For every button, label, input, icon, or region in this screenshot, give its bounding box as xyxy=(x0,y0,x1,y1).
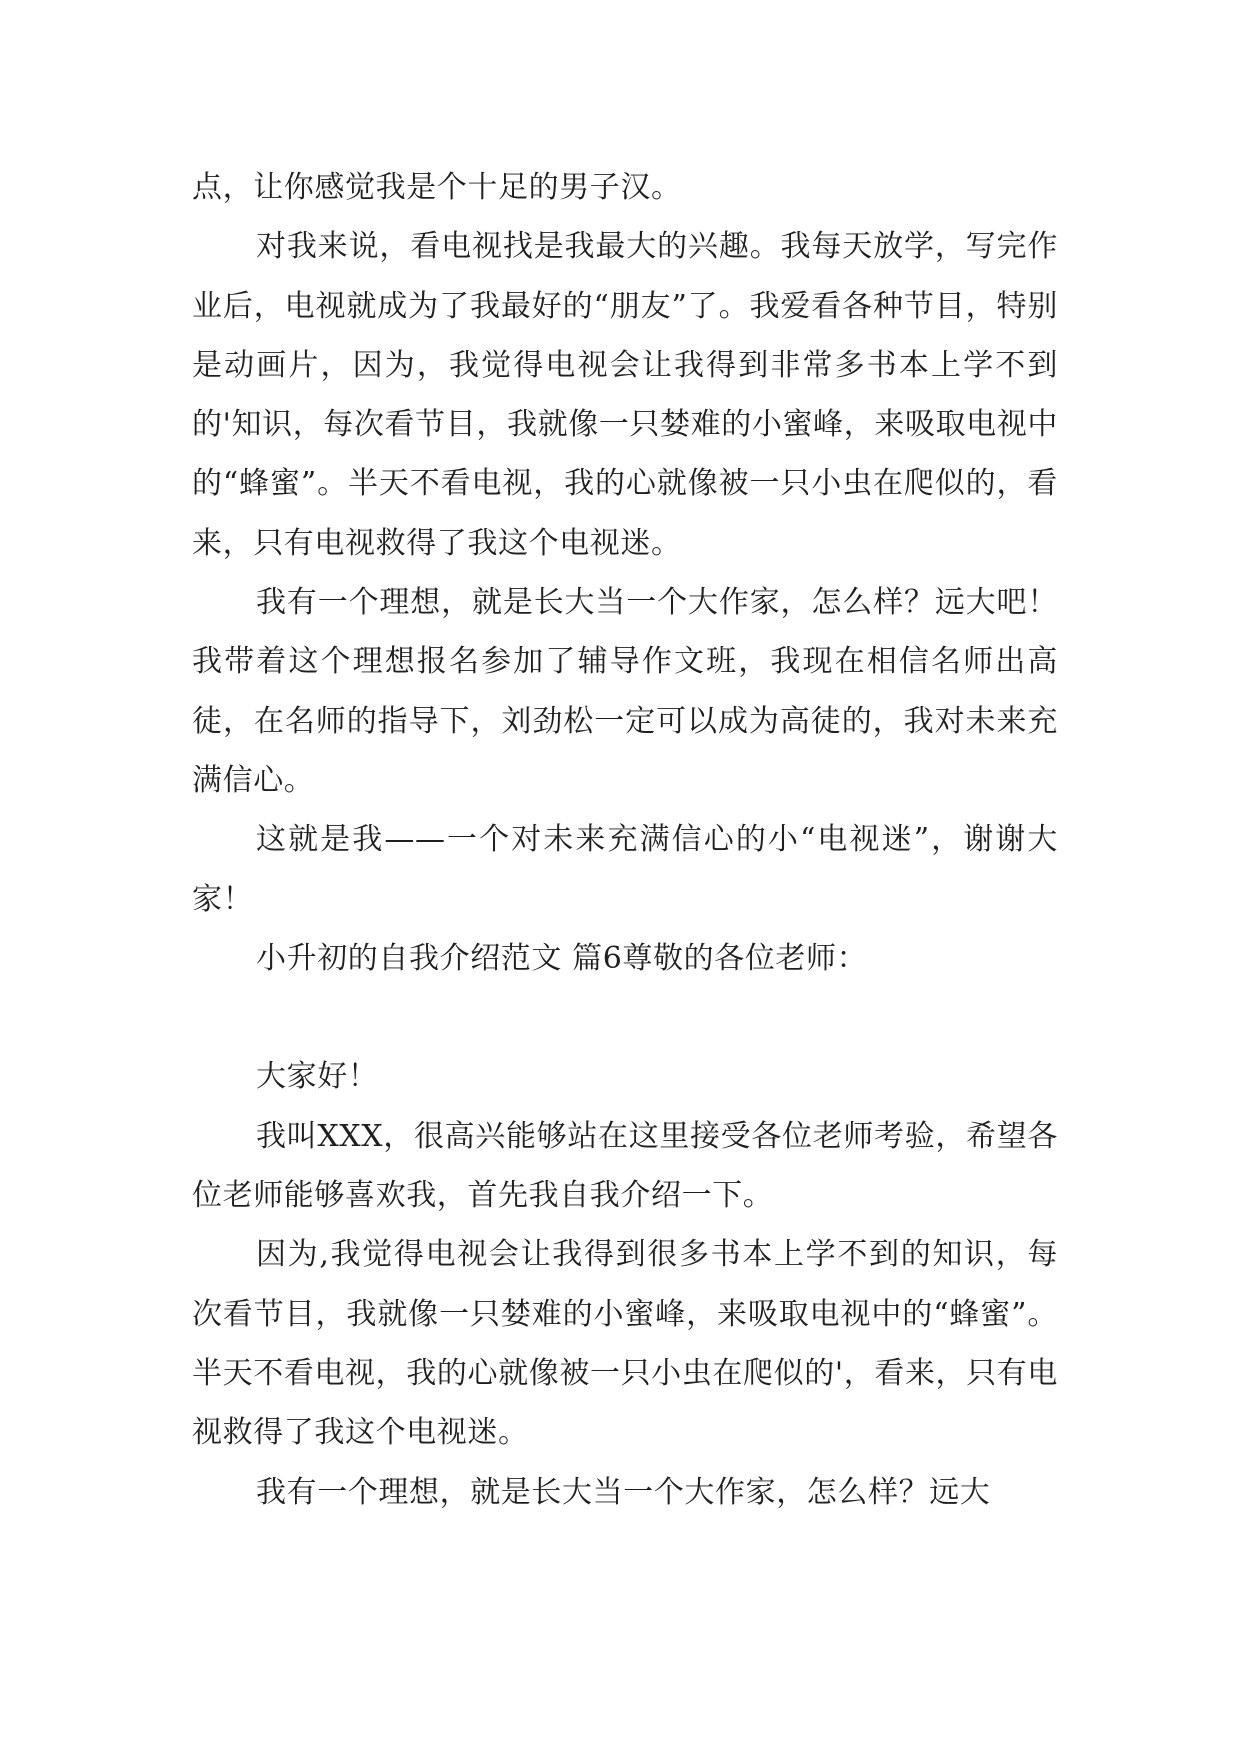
paragraph-3: 我有一个理想，就是长大当一个大作家，怎么样？远大吧！我带着这个理想报名参加了辅导作文班，我现在相信名师出高徒，在名师的指导下，刘劲松一定可以成为高徒的，我对未来充满信心。 xyxy=(192,585,1058,798)
paragraph-9: 我有一个理想，就是长大当一个大作家，怎么样？远大 xyxy=(256,1474,991,1510)
paragraph-2: 对我来说，看电视找是我最大的兴趣。我每天放学，写完作业后，电视就成为了我最好的“朋友”了。我爱看各种节目，特别是动画片，因为，我觉得电视会让我得到非常多书本上学不到的'知识，每次看节目，我就像一只婪难的小蜜峰，来吸取电视中的“蜂蜜”。半天不看电视，我的心就像被一只小虫在爬似的，看来，只有电视救得了我这个电视迷。 xyxy=(192,229,1058,561)
document-body xyxy=(192,158,1058,1522)
greeting: 大家好！ xyxy=(256,1059,379,1095)
paragraph-1: 点，让你感觉我是个十足的男子汉。 xyxy=(192,170,682,205)
paragraph-8: 因为,我觉得电视会让我得到很多书本上学不到的知识，每次看节目，我就像一只婪难的小蜜峰，来吸取电视中的“蜂蜜”。半天不看电视，我的心就像被一只小虫在爬似的'，看来，只有电视救得了我这个电视迷。 xyxy=(192,1237,1058,1451)
paragraph-7: 我叫XXX，很高兴能够站在这里接受各位老师考验，希望各位老师能够喜欢我，首先我自我介绍一下。 xyxy=(192,1118,1058,1214)
section-heading: 小升初的自我介绍范文 篇6尊敬的各位老师： xyxy=(256,940,868,976)
paragraph-4: 这就是我——一个对未来充满信心的小“电视迷”，谢谢大家！ xyxy=(192,822,1058,917)
